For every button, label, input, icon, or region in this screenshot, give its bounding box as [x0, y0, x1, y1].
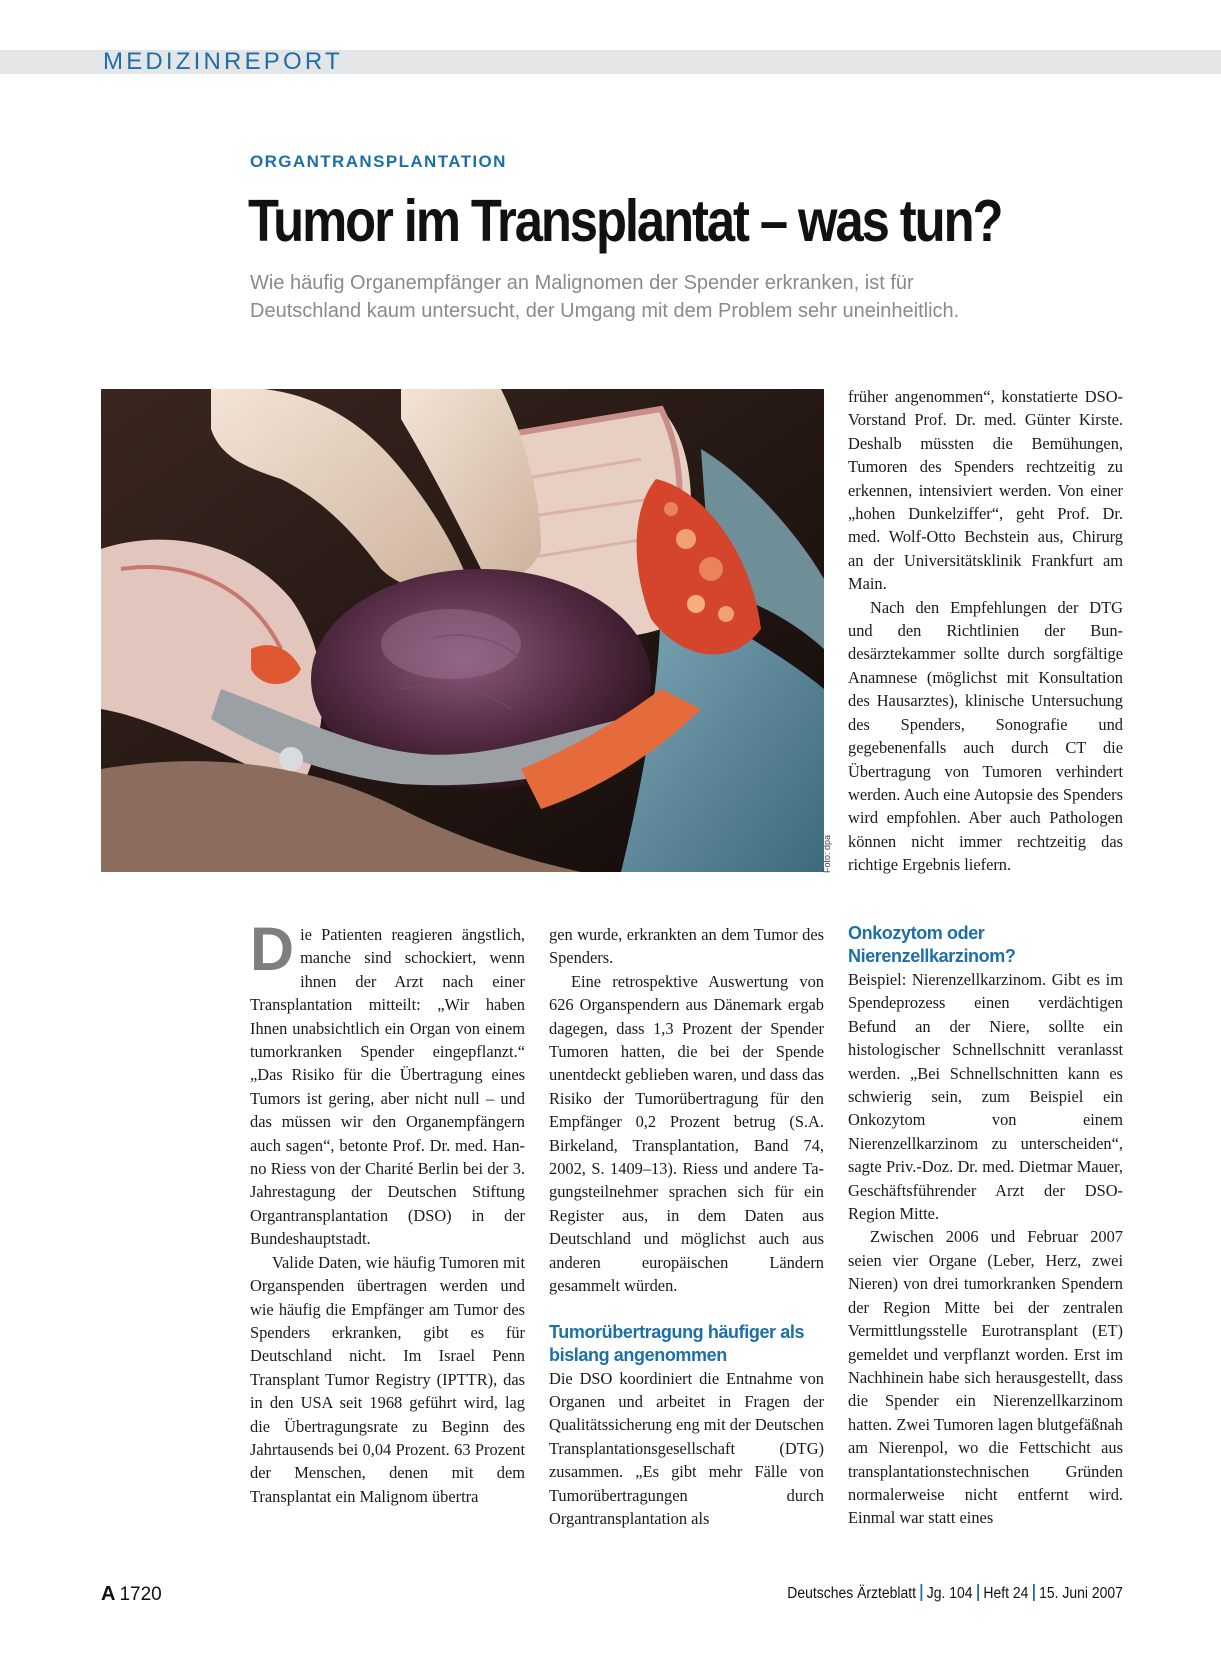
paragraph: Zwischen 2006 und Februar 2007 seien vier Organe (Leber, Herz, zwei Nieren) von drei tumorkranken Spendern der Region Mitte bei der zentralen Vermittlungsstelle Eurotransplant (ET) gemeldet und verpflanzt worden. Erst im Nachhinein habe sich herausgestellt, dass die Spender ein Nierenzellkarzinom hatten. Zwei Tumoren lagen blutgefäßnah am Nierenpol, wo die Fettschicht aus transplantationstechnischen Gründen normalerweise nicht entfernt wird. Einmal war statt eines: [848, 1227, 1123, 1528]
paragraph: Valide Daten, wie häufig Tumoren mit Organspenden übertragen werden und wie häufig die Empfänger am Tumor des Spenders erkranken, gibt es für Deutschland nicht. Im Israel Penn Transplant Tumor Registry (IPTTR), das in den USA seit 1968 geführt wird, lag die Übertragungsrate zu Beginn des Jahrtausends bei 0,04 Prozent. 63 Prozent der Menschen, denen mit dem Transplantat ein Malignom übertra: [250, 1252, 525, 1506]
page-number: [101, 1583, 162, 1606]
article-kicker: ORGANTRANSPLANTATION: [250, 152, 507, 171]
paragraph: Die DSO koordiniert die Entnahme von Organen und arbeitet in Fragen der Qualitätssicherung eng mit der Deutschen Transplantationsgesellschaft (DTG) zusammen. „Es gibt mehr Fälle von Tumorübertragungen durch Organtransplantation als: [549, 1368, 824, 1528]
journal-issue: Heft 24: [983, 1585, 1029, 1602]
drop-cap: D: [250, 915, 295, 983]
journal-volume: Jg. 104: [926, 1585, 973, 1602]
article-lead: [250, 269, 1170, 325]
journal-footer: [787, 1584, 1123, 1603]
paragraph: gen wurde, erkrankten an dem Tumor des Spenders.: [549, 925, 824, 968]
article-title: Tumor im Transplantat – was tun?: [248, 188, 1002, 254]
footer-separator: [1033, 1584, 1035, 1601]
paragraph: Eine retrospektive Auswertung von 626 Organspendern aus Dänemark ergab dagegen, dass 1,3 Prozent der Spender Tumoren hatten, die bei der Spende unentdeckt geblieben waren, und dass das Risiko der Tumorübertragung für den Empfänger 0,2 Prozent betrug (S.A. Birkeland, Transplantation, Band 74, 2002, S. 1409–13). Riess und andere Tagungsteilnehmer sprachen sich für ein Register aus, in dem Daten aus Deutschland und möglichst auch aus anderen europäischen Ländern gesammelt würden.: [549, 971, 824, 1296]
paragraph: Nach den Empfehlungen der DTG und den Richtlinien der Bundesärztekammer sollte durch sorgfältige Anamnese (möglichst mit Konsultation des Hausarztes), klinische Untersuchung des Spenders, Sonografie und gegebenenfalls auch durch CT die Übertragung von Tumoren verhindert werden. Auch eine Autopsie des Spenders wird empfohlen. Aber auch Pathologen können nicht immer rechtzeitig das richtige Ergebnis liefern.: [848, 597, 1123, 875]
paragraph: früher angenommen“, konstatierte DSO-Vorstand Prof. Dr. med. Günter Kirste. Deshalb müssten die Bemühungen, Tumoren des Spenders rechtzeitig zu erkennen, intensiviert werden. Von einer „hohen Dunkelziffer“, geht Prof. Dr. med. Wolf-Otto Bechstein aus, Chirurg an der Universitätsklinik Frankfurt am Main.: [848, 387, 1123, 594]
subheading: Tumorübertragung häufiger als bislang angenommen: [549, 1321, 805, 1365]
photo-credit: Foto: dpa: [822, 834, 832, 873]
footer-separator: [977, 1584, 979, 1601]
lead-line: Wie häufig Organempfänger an Malignomen der Spender erkranken, ist für: [250, 272, 914, 294]
surgery-photo-illustration: [101, 389, 824, 872]
text-column-1: [250, 915, 525, 1508]
section-label: MEDIZINREPORT: [103, 48, 343, 75]
journal-date: 15. Juni 2007: [1039, 1585, 1123, 1602]
page-number-value: 1720: [119, 1584, 162, 1605]
paragraph: Beispiel: Nierenzellkarzinom. Gibt es im Spendeprozess einen verdächtigen Befund an der Niere, sollte ein histologischer Schnellschnitt veranlasst werden. „Bei Schnellschnitten kann es schwierig sein, zum Beispiel ein Onkozytom von einem Nierenzellkarzinom zu unterscheiden“, sagte Priv.-Doz. Dr. med. Dietmar Mauer, Geschäftsführender Arzt der DSO-Region Mitte.: [848, 970, 1123, 1224]
text-column-3-bottom: [848, 922, 1123, 1530]
footer-separator: [921, 1584, 923, 1601]
text-column-2: [549, 923, 824, 1530]
subheading: Onkozytom oder Nierenzellkarzinom?: [848, 923, 1016, 966]
text-column-3-top: [848, 385, 1123, 877]
lead-line: Deutschland kaum untersucht, der Umgang mit dem Problem sehr uneinheitlich.: [250, 300, 960, 322]
surgery-photo: [101, 389, 824, 872]
paragraph: ie Patienten reagieren ängstlich, manche sind schockiert, wenn ihnen der Arzt nach einer Transplantation mitteilt: „Wir haben Ihnen unabsichtlich ein Organ von einem tumorkranken Spender eingepflanzt.“ „Das Risiko für die Übertragung eines Tumors ist gering, aber nicht null – und das müssen wir den Organempfängern auch sagen“, betonte Prof. Dr. med. Hanno Riess von der Charité Berlin bei der 3. Jahrestagung der Deutschen Stiftung Organtransplantation (DSO) in der Bundeshauptstadt.: [250, 925, 525, 1249]
page-prefix: A: [101, 1583, 116, 1605]
journal-name: Deutsches Ärzteblatt: [787, 1585, 917, 1602]
